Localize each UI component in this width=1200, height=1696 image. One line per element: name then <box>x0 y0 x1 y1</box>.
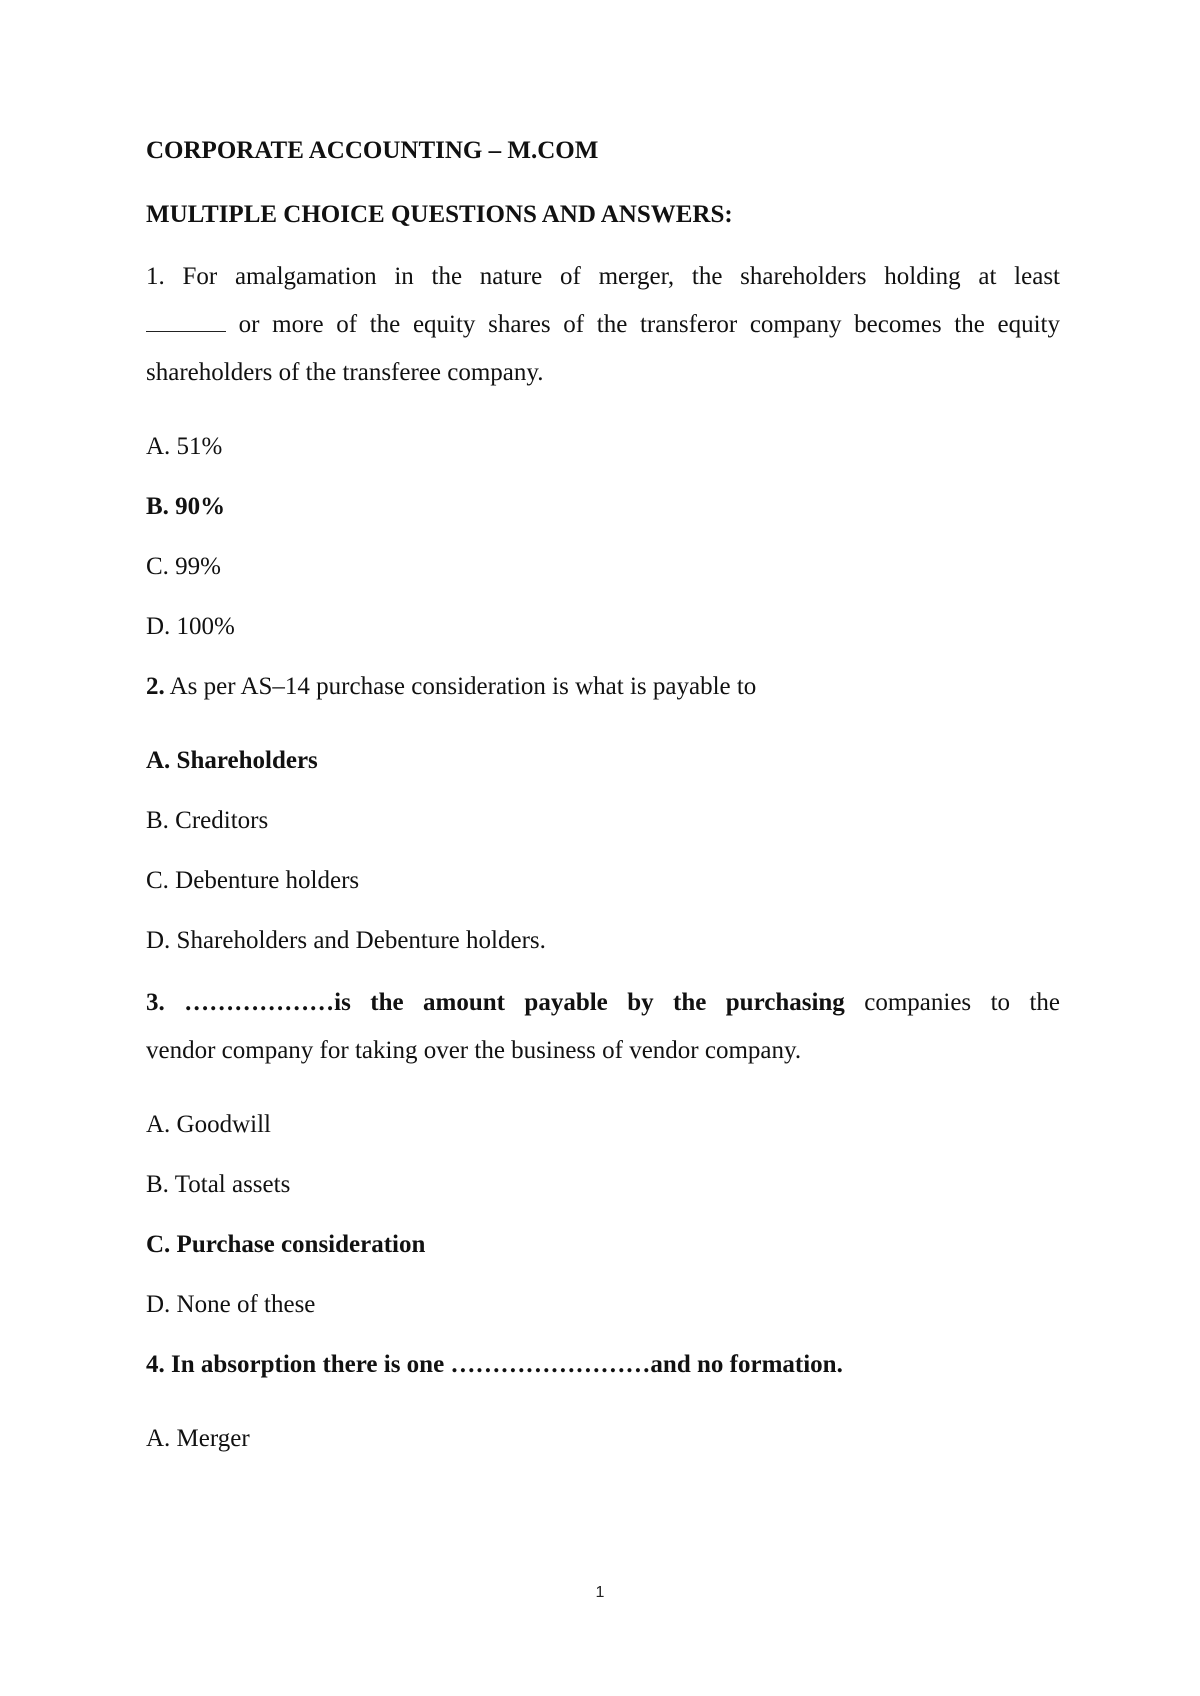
answer-blank <box>146 313 226 332</box>
question-2-option-d: D. Shareholders and Debenture holders. <box>146 927 546 954</box>
question-3-text: companies to the <box>844 989 1060 1016</box>
question-2-option-a-correct: A. Shareholders <box>146 747 318 774</box>
question-1-line-1: 1. For amalgamation in the nature of merger, the shareholders holding at least <box>146 263 1060 290</box>
question-2-number: 2. <box>146 673 165 700</box>
document-subtitle: MULTIPLE CHOICE QUESTIONS AND ANSWERS: <box>146 201 733 228</box>
question-2-option-b: B. Creditors <box>146 807 269 834</box>
question-1-option-d: D. 100% <box>146 613 235 640</box>
page-number: 1 <box>595 1584 605 1601</box>
question-3-option-d: D. None of these <box>146 1291 316 1318</box>
question-1-line-3: shareholders of the transferee company. <box>146 359 544 386</box>
question-1-option-b-correct: B. 90% <box>146 493 226 520</box>
question-1-option-a: A. 51% <box>146 433 223 460</box>
question-3-line-1 <box>146 988 1060 1018</box>
question-4-number: 4. <box>146 1351 165 1378</box>
question-4 <box>146 1350 843 1380</box>
question-1-line-2: or more of the equity shares of the transferor company becomes the equity <box>146 310 1060 340</box>
question-4-text: In absorption there is one ……………………and no formation. <box>164 1351 843 1378</box>
question-2-option-c: C. Debenture holders <box>146 867 360 894</box>
question-4-option-a: A. Merger <box>146 1425 250 1452</box>
question-1-option-c: C. 99% <box>146 553 221 580</box>
question-3-option-c-correct: C. Purchase consideration <box>146 1231 426 1258</box>
question-3-option-a: A. Goodwill <box>146 1111 271 1138</box>
question-3-option-b: B. Total assets <box>146 1171 291 1198</box>
question-3-bold-text: ………………is the amount payable by the purchasing <box>164 989 845 1016</box>
question-3-number: 3. <box>146 989 165 1016</box>
question-3-line-2: vendor company for taking over the business of vendor company. <box>146 1037 802 1064</box>
question-2-text: As per AS–14 purchase consideration is what is payable to <box>164 673 757 700</box>
question-2 <box>146 672 756 702</box>
document-title: CORPORATE ACCOUNTING – M.COM <box>146 137 599 164</box>
